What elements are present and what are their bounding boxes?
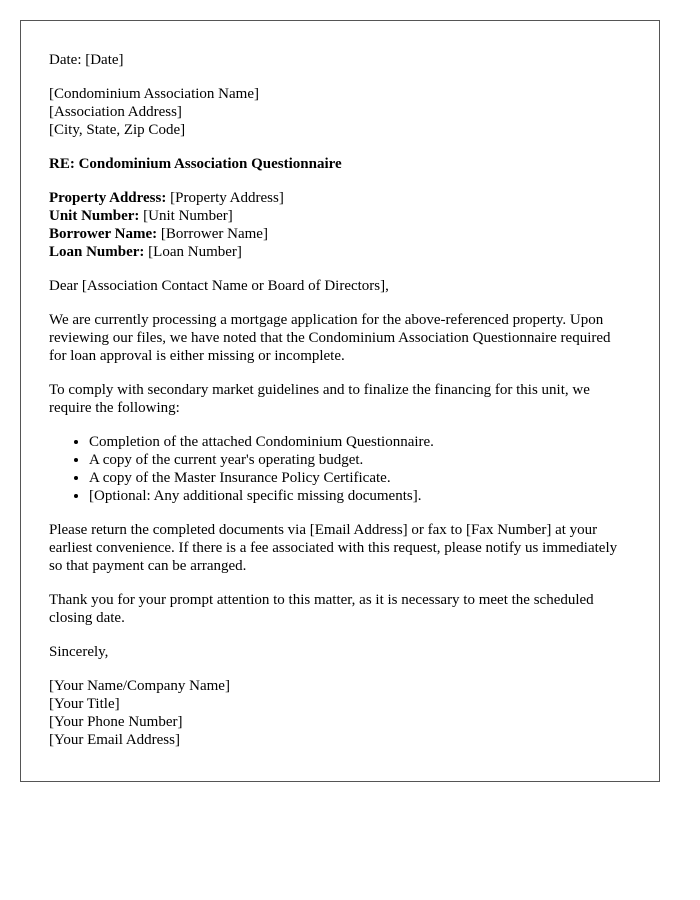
signature-block [49, 677, 631, 749]
detail-label: Property Address: [49, 190, 167, 206]
detail-label: Unit Number: [49, 208, 140, 224]
body-paragraph-4: Thank you for your prompt attention to this matter, as it is necessary to meet the scheduled closing date. [49, 592, 594, 626]
detail-unit-number [49, 207, 631, 225]
detail-value: [Borrower Name] [157, 226, 268, 242]
recipient-address [49, 85, 631, 139]
subject-text: RE: Condominium Association Questionnaire [49, 156, 342, 172]
recipient-street: [Association Address] [49, 104, 182, 120]
date-text: Date: [Date] [49, 52, 124, 68]
detail-label: Loan Number: [49, 244, 145, 260]
signature-email: [Your Email Address] [49, 732, 180, 748]
signature-phone: [Your Phone Number] [49, 714, 183, 730]
date-line [49, 51, 631, 69]
salutation: Dear [Association Contact Name or Board of Directors], [49, 278, 389, 294]
letter-page [20, 20, 660, 782]
requirements-list [49, 433, 631, 505]
loan-details [49, 189, 631, 261]
detail-value: [Unit Number] [139, 208, 233, 224]
detail-value: [Loan Number] [144, 244, 242, 260]
body-paragraph-1: We are currently processing a mortgage application for the above-referenced property. Upon reviewing our files, we have noted that the Condominium Association Questionnaire required for loan approval is either missing or incomplete. [49, 312, 611, 364]
body-paragraph-2: To comply with secondary market guidelines and to finalize the financing for this unit, we require the following: [49, 382, 590, 416]
detail-borrower-name [49, 225, 631, 243]
detail-value: [Property Address] [166, 190, 284, 206]
detail-label: Borrower Name: [49, 226, 158, 242]
list-item: • A copy of the current year's operating budget. [89, 451, 631, 469]
subject-line [49, 155, 631, 173]
list-item: • [Optional: Any additional specific missing documents]. [89, 487, 631, 505]
list-item: • Completion of the attached Condominium Questionnaire. [89, 433, 631, 451]
signature-name-company: [Your Name/Company Name] [49, 678, 230, 694]
signature-title: [Your Title] [49, 696, 120, 712]
recipient-city-state-zip: [City, State, Zip Code] [49, 122, 186, 138]
detail-loan-number [49, 243, 631, 261]
closing: Sincerely, [49, 644, 109, 660]
list-item: • A copy of the Master Insurance Policy Certificate. [89, 469, 631, 487]
recipient-name: [Condominium Association Name] [49, 86, 259, 102]
detail-property-address [49, 189, 631, 207]
body-paragraph-3: Please return the completed documents via [Email Address] or fax to [Fax Number] at your earliest convenience. If there is a fee associated with this request, please notify us immediately so that payment can be arranged. [49, 522, 618, 574]
